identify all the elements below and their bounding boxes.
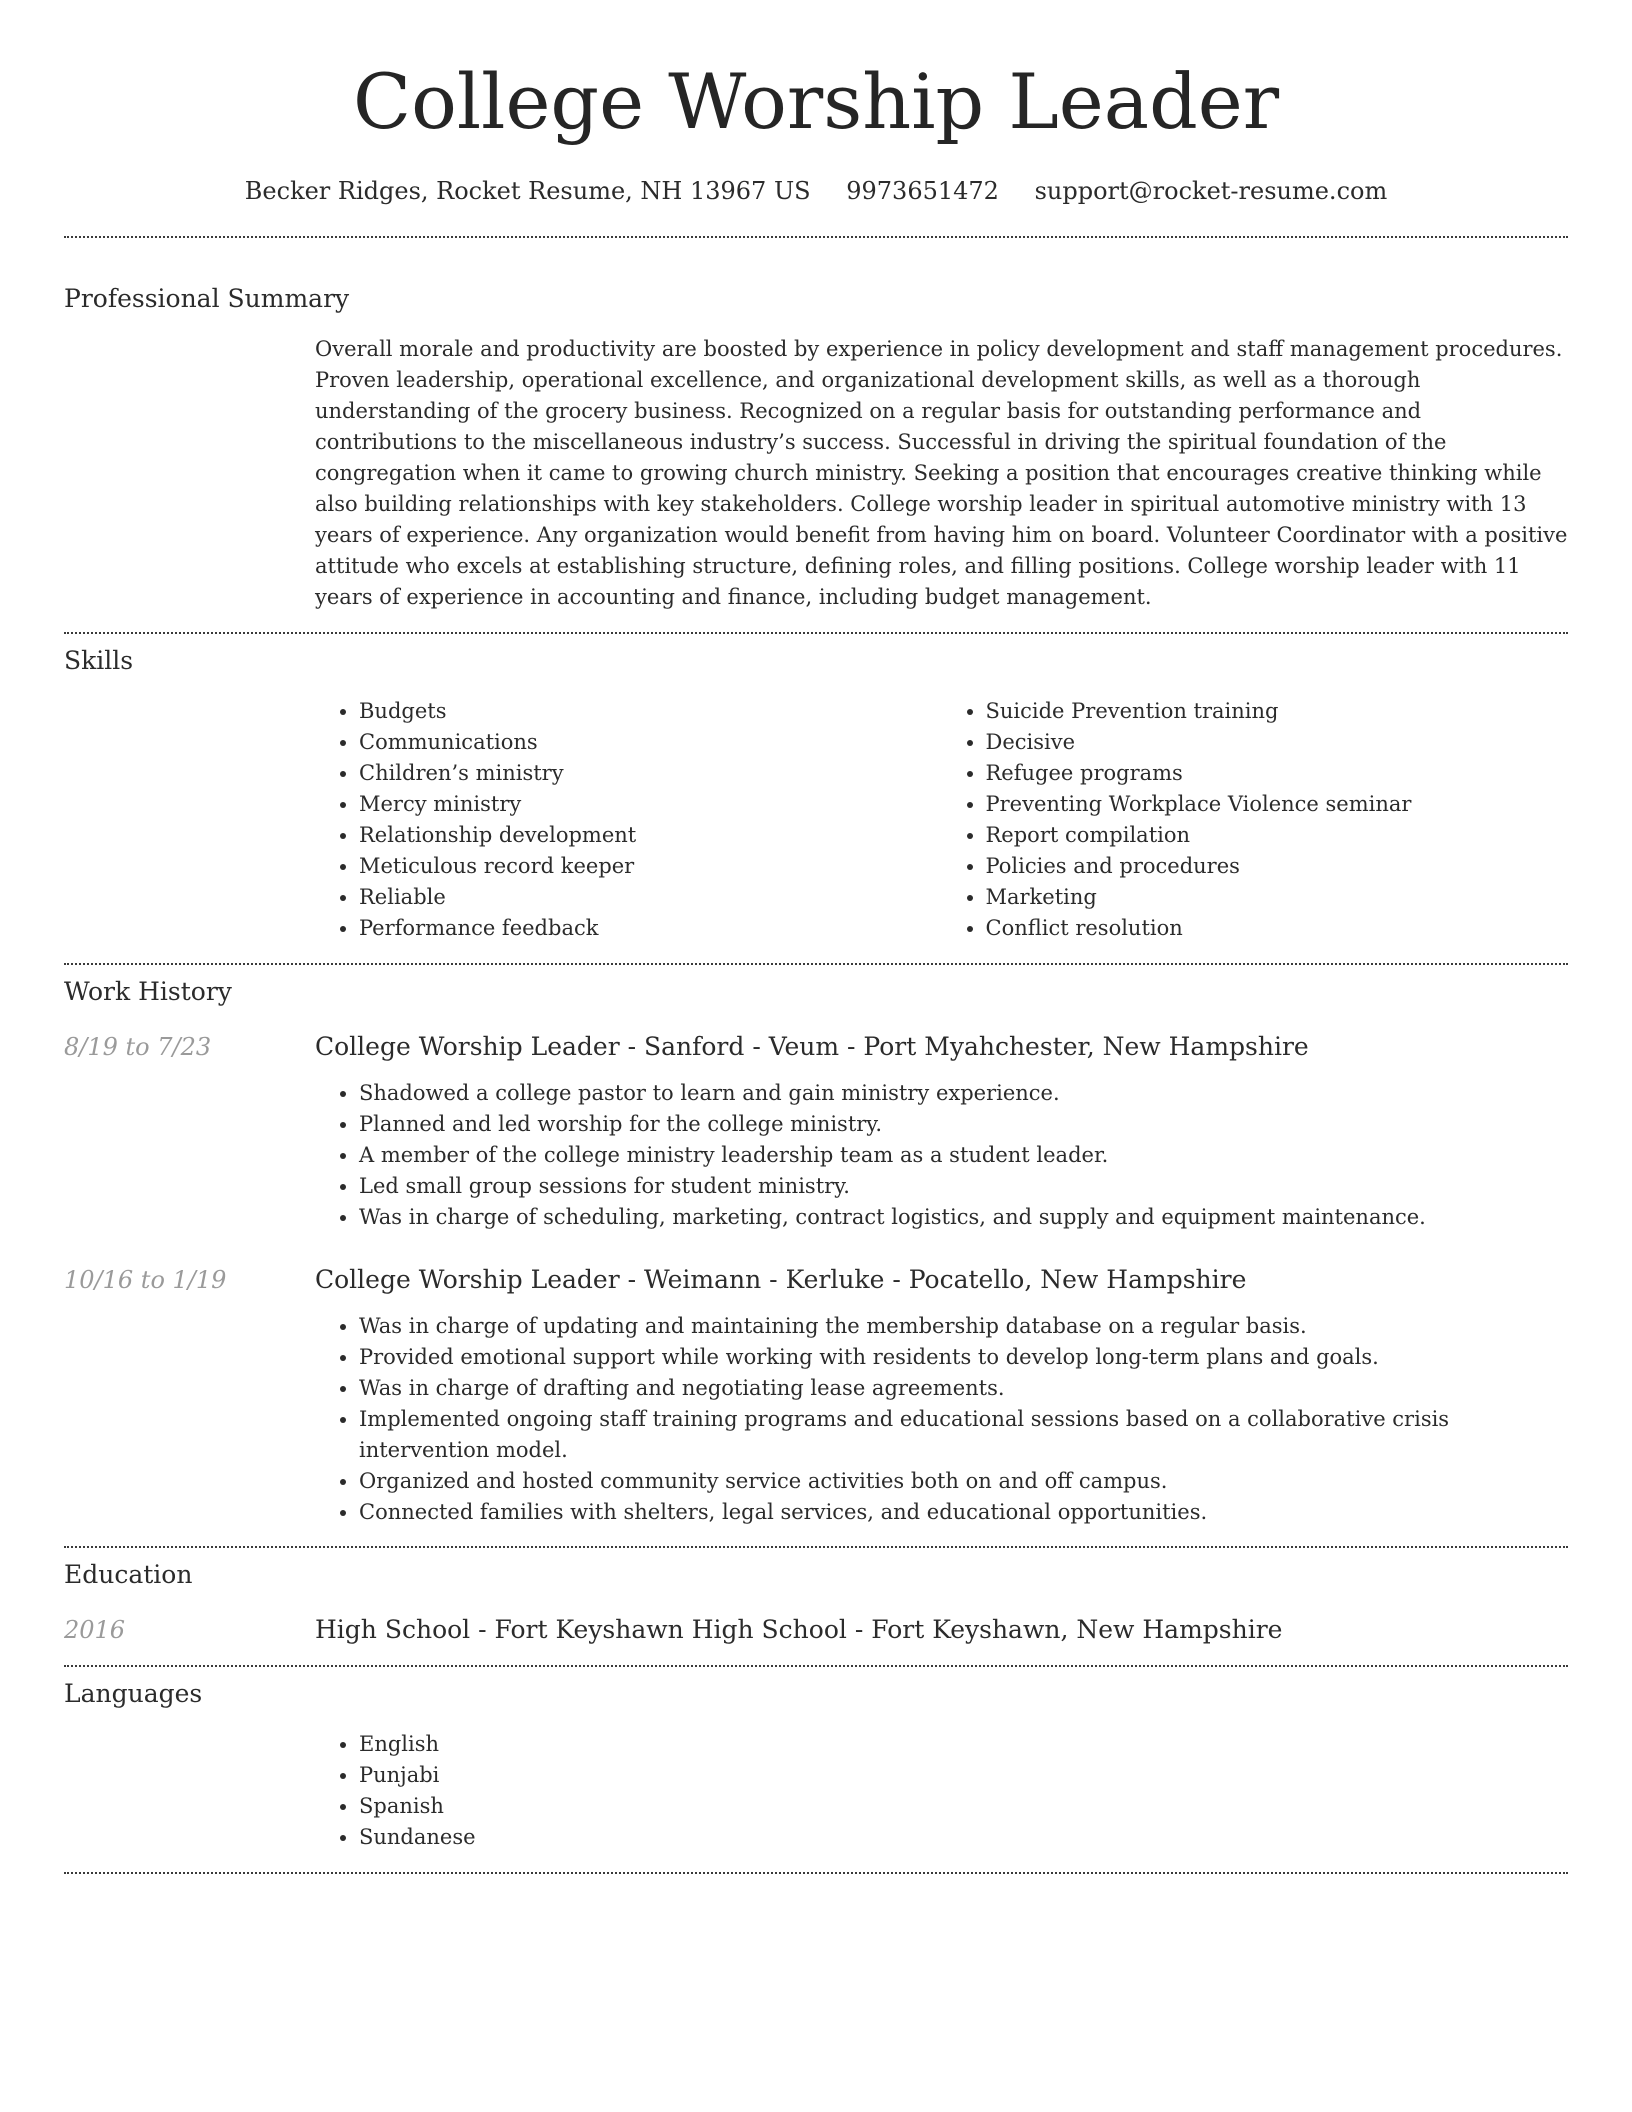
divider [64, 1665, 1568, 1667]
list-item: • Preventing Workplace Violence seminar [986, 789, 1569, 820]
list-item: • Children’s ministry [359, 758, 942, 789]
resume-page [64, 0, 1568, 1874]
job-entry [64, 1263, 1568, 1528]
skills-list-left [315, 696, 942, 944]
list-item: • Was in charge of updating and maintaining the membership database on a regular basis. [359, 1311, 1568, 1342]
list-item: • Was in charge of scheduling, marketing, contract logistics, and supply and equipment maintenance. [359, 1202, 1568, 1233]
list-item: • Reliable [359, 882, 942, 913]
section-title-education: Education [64, 1560, 193, 1589]
education-entry [64, 1613, 1568, 1647]
list-item: • Provided emotional support while working with residents to develop long-term plans and goals. [359, 1342, 1568, 1373]
section-title-skills: Skills [64, 646, 134, 675]
job-entry [64, 1030, 1568, 1233]
list-item: • Planned and led worship for the college ministry. [359, 1109, 1568, 1140]
list-item: • Mercy ministry [359, 789, 942, 820]
contact-email: support@rocket-resume.com [1034, 177, 1388, 205]
list-item: • Suicide Prevention training [986, 696, 1569, 727]
list-item: • Refugee programs [986, 758, 1569, 789]
job-dates: 8/19 to 7/23 [64, 1033, 212, 1061]
list-item: • Communications [359, 727, 942, 758]
list-item: • Report compilation [986, 820, 1569, 851]
resume-title: College Worship Leader [352, 57, 1280, 146]
list-item: • Punjabi [359, 1760, 1568, 1791]
list-item: • Implemented ongoing staff training programs and educational sessions based on a collaborative crisis intervention model. [359, 1404, 1568, 1466]
job-bullets [315, 1078, 1568, 1233]
education-year: 2016 [64, 1616, 126, 1644]
job-heading: College Worship Leader - Sanford - Veum - Port Myahchester, New Hampshire [315, 1032, 1309, 1061]
skills-grid [315, 696, 1568, 944]
list-item: • A member of the college ministry leadership team as a student leader. [359, 1140, 1568, 1171]
list-item: • Shadowed a college pastor to learn and gain ministry experience. [359, 1078, 1568, 1109]
job-heading: College Worship Leader - Weimann - Kerluke - Pocatello, New Hampshire [315, 1265, 1247, 1294]
list-item: • Performance feedback [359, 913, 942, 944]
job-bullets [315, 1311, 1568, 1528]
list-item: • Organized and hosted community service activities both on and off campus. [359, 1466, 1568, 1497]
divider [64, 632, 1568, 634]
section-title-languages: Languages [64, 1679, 203, 1708]
divider [64, 1546, 1568, 1548]
list-item: • Spanish [359, 1791, 1568, 1822]
list-item: • Decisive [986, 727, 1569, 758]
list-item: • Sundanese [359, 1822, 1568, 1853]
list-item: • Meticulous record keeper [359, 851, 942, 882]
list-item: • Conflict resolution [986, 913, 1569, 944]
list-item: • Relationship development [359, 820, 942, 851]
contact-address: Becker Ridges, Rocket Resume, NH 13967 US [244, 177, 811, 205]
contact-line [64, 174, 1568, 208]
education-heading: High School - Fort Keyshawn High School - Fort Keyshawn, New Hampshire [315, 1615, 1283, 1644]
summary-text: Overall morale and productivity are boosted by experience in policy development and staff management procedures. Proven leadership, operational excellence, and organizational development skills, as well as a thorough understanding of the grocery business. Recognized on a regular basis for outstanding performance and contributions to the miscellaneous industry’s success. Successful in driving the spiritual foundation of the congregation when it came to growing church ministry. Seeking a position that encourages creative thinking while also building relationships with key stakeholders. College worship leader in spiritual automotive ministry with 13 years of experience. Any organization would benefit from having him on board. Volunteer Coordinator with a positive attitude who excels at establishing structure, defining roles, and filling positions. College worship leader with 11 years of experience in accounting and finance, including budget management. [315, 337, 1568, 609]
divider [64, 236, 1568, 238]
section-title-work: Work History [64, 977, 232, 1006]
divider [64, 1872, 1568, 1874]
list-item: • English [359, 1729, 1568, 1760]
list-item: • Policies and procedures [986, 851, 1569, 882]
divider [64, 963, 1568, 965]
list-item: • Led small group sessions for student ministry. [359, 1171, 1568, 1202]
job-dates: 10/16 to 1/19 [64, 1266, 227, 1294]
list-item: • Marketing [986, 882, 1569, 913]
languages-list [315, 1729, 1568, 1853]
list-item: • Connected families with shelters, legal services, and educational opportunities. [359, 1497, 1568, 1528]
section-title-summary: Professional Summary [64, 284, 350, 313]
contact-phone: 9973651472 [846, 177, 999, 205]
skills-list-right [942, 696, 1569, 944]
list-item: • Budgets [359, 696, 942, 727]
list-item: • Was in charge of drafting and negotiating lease agreements. [359, 1373, 1568, 1404]
